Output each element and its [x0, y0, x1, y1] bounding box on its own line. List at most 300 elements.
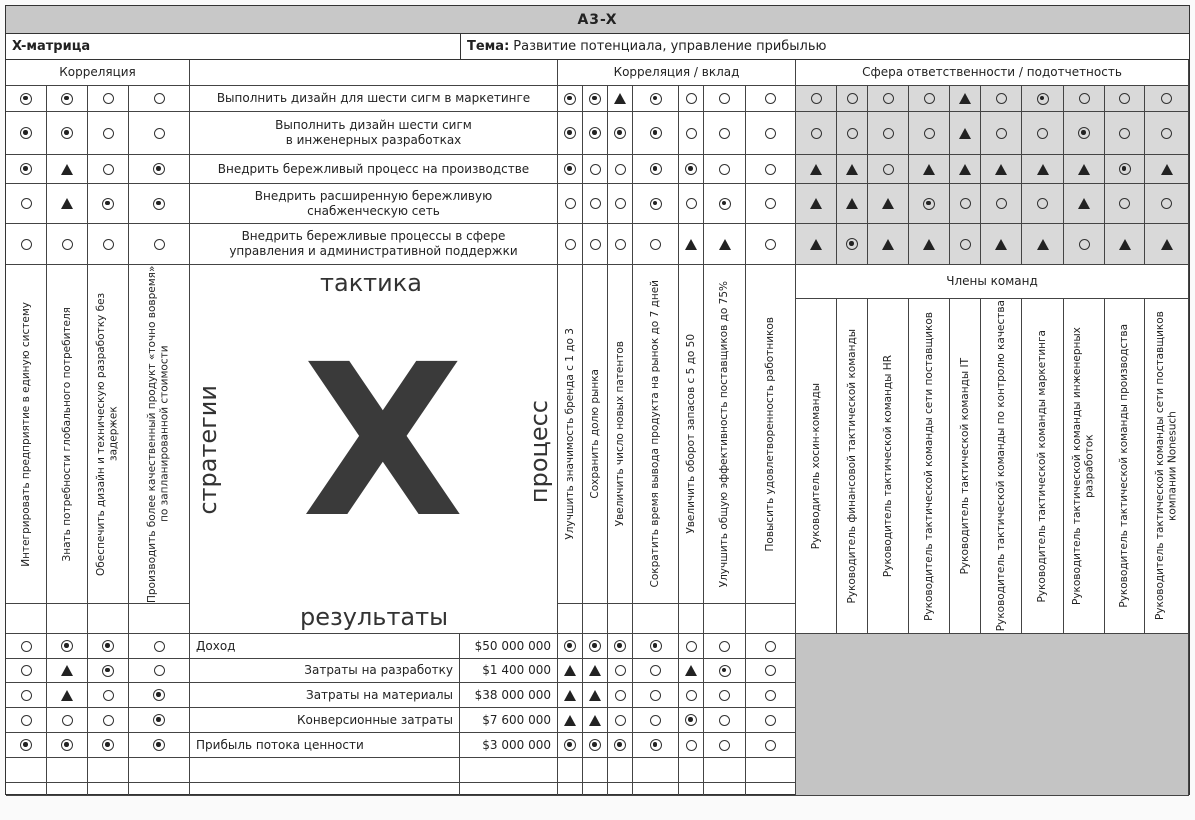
blank-cell — [746, 758, 796, 783]
strong-correlation-icon — [20, 93, 32, 105]
weak-correlation-icon — [1161, 198, 1172, 209]
theme — [461, 34, 1189, 59]
result-mid-cell — [583, 659, 608, 683]
weak-correlation-icon — [719, 641, 730, 652]
weak-correlation-icon — [154, 665, 165, 676]
theme-label: Тема: — [467, 39, 510, 54]
weak-correlation-icon — [615, 164, 626, 175]
tactic-label: Выполнить дизайн шести сигм в инженерных разработках — [275, 118, 472, 147]
tactic-mid-cell — [746, 224, 796, 265]
tactic-left-cell — [47, 155, 88, 184]
result-left-cell — [129, 733, 190, 758]
strong-correlation-icon — [153, 163, 165, 175]
strategy-label: Производить более качественный продукт «точно вовремя» по запланированной стоимости — [146, 265, 171, 603]
strategy-cell — [6, 265, 47, 604]
strong-correlation-icon — [685, 163, 697, 175]
weak-correlation-icon — [103, 93, 114, 104]
strong-correlation-icon — [685, 714, 697, 726]
triangle-correlation-icon — [589, 715, 601, 726]
result-label: Затраты на разработку — [304, 663, 453, 677]
blank-cell — [460, 783, 558, 796]
tactic-left-cell — [88, 112, 129, 155]
weak-correlation-icon — [615, 665, 626, 676]
weak-correlation-icon — [590, 239, 601, 250]
process-word: процесс — [525, 400, 553, 504]
strong-correlation-icon — [20, 163, 32, 175]
strong-correlation-icon — [650, 739, 662, 751]
blank-cell — [704, 758, 746, 783]
team-member-label: Руководитель тактической команды сети поставщиков компании Nonesuch — [1153, 311, 1179, 621]
result-left-cell — [47, 683, 88, 708]
blank-cell — [47, 783, 88, 796]
result-mid-cell — [704, 708, 746, 733]
tactic-mid-cell — [608, 112, 633, 155]
strong-correlation-icon — [564, 739, 576, 751]
result-mid-cell — [608, 708, 633, 733]
result-value: $1 400 000 — [482, 663, 551, 677]
tactic-right-cell — [868, 112, 909, 155]
tactic-mid-cell — [746, 155, 796, 184]
triangle-correlation-icon — [564, 715, 576, 726]
tactic-mid-cell — [583, 86, 608, 112]
result-mid-cell — [558, 708, 583, 733]
triangle-correlation-icon — [995, 239, 1007, 250]
tactic-mid-cell — [608, 155, 633, 184]
tactic-mid-cell — [608, 184, 633, 224]
a3x-matrix-page — [5, 5, 1190, 795]
blank-cell — [633, 758, 679, 783]
weak-correlation-icon — [719, 93, 730, 104]
tactic-right-cell — [1145, 184, 1189, 224]
tactic-right-cell — [1145, 112, 1189, 155]
strong-correlation-icon — [1078, 127, 1090, 139]
result-mid-cell — [633, 634, 679, 659]
tactic-mid-cell — [704, 155, 746, 184]
process-cell — [633, 265, 679, 604]
tactic-left-cell — [129, 86, 190, 112]
team-member-label: Руководитель тактической команды маркетинга — [1036, 329, 1049, 603]
triangle-correlation-icon — [564, 690, 576, 701]
results-word: результаты — [300, 603, 449, 631]
tactic-mid-cell — [633, 155, 679, 184]
blank-cell — [746, 783, 796, 796]
result-mid-cell — [608, 659, 633, 683]
triangle-correlation-icon — [61, 665, 73, 676]
weak-correlation-icon — [21, 665, 32, 676]
strong-correlation-icon — [564, 93, 576, 105]
result-mid-cell — [704, 733, 746, 758]
weak-correlation-icon — [650, 690, 661, 701]
weak-correlation-icon — [103, 715, 114, 726]
blank-cell — [608, 783, 633, 796]
team-member-cell — [868, 299, 909, 634]
contribution-header — [558, 60, 796, 86]
correlation-header-label: Корреляция — [59, 65, 136, 79]
tactic-right-cell — [1145, 224, 1189, 265]
result-row — [190, 659, 460, 683]
empty-quadrant — [796, 634, 1189, 796]
result-left-cell — [88, 683, 129, 708]
correlation-header — [6, 60, 190, 86]
weak-correlation-icon — [765, 715, 776, 726]
triangle-correlation-icon — [959, 128, 971, 139]
process-label: Повысить удовлетворенность работников — [764, 316, 777, 552]
result-mid-cell — [679, 733, 704, 758]
blank-cell — [679, 604, 704, 634]
result-label: Затраты на материалы — [306, 687, 453, 702]
tactic-right-cell — [909, 112, 950, 155]
tactic-left-cell — [88, 224, 129, 265]
result-value-cell — [460, 634, 558, 659]
weak-correlation-icon — [103, 239, 114, 250]
result-mid-cell — [608, 634, 633, 659]
tactic-left-cell — [47, 224, 88, 265]
tactic-right-cell — [1022, 224, 1064, 265]
result-mid-cell — [558, 733, 583, 758]
weak-correlation-icon — [765, 665, 776, 676]
responsibility-header-label: Сфера ответственности / подотчетность — [862, 65, 1122, 79]
triangle-correlation-icon — [589, 690, 601, 701]
tactic-mid-cell — [608, 224, 633, 265]
triangle-correlation-icon — [810, 239, 822, 250]
tactic-mid-cell — [558, 184, 583, 224]
tactic-mid-cell — [746, 184, 796, 224]
tactic-left-cell — [88, 184, 129, 224]
tactic-right-cell — [796, 112, 837, 155]
weak-correlation-icon — [1079, 93, 1090, 104]
triangle-correlation-icon — [1161, 239, 1173, 250]
weak-correlation-icon — [1161, 93, 1172, 104]
triangle-correlation-icon — [614, 93, 626, 104]
result-label: Конверсионные затраты — [296, 712, 453, 727]
result-mid-cell — [558, 634, 583, 659]
result-value-cell — [460, 733, 558, 758]
tactic-mid-cell — [558, 86, 583, 112]
blank-cell — [583, 604, 608, 634]
weak-correlation-icon — [1079, 239, 1090, 250]
weak-correlation-icon — [1119, 128, 1130, 139]
strong-correlation-icon — [102, 640, 114, 652]
weak-correlation-icon — [1119, 93, 1130, 104]
strong-correlation-icon — [564, 127, 576, 139]
weak-correlation-icon — [615, 198, 626, 209]
result-label: Доход — [196, 638, 236, 653]
tactic-mid-cell — [746, 112, 796, 155]
weak-correlation-icon — [154, 239, 165, 250]
blank-cell — [6, 758, 47, 783]
strong-correlation-icon — [102, 665, 114, 677]
weak-correlation-icon — [811, 93, 822, 104]
tactic-right-cell — [950, 86, 981, 112]
weak-correlation-icon — [765, 128, 776, 139]
weak-correlation-icon — [719, 715, 730, 726]
result-value-cell — [460, 708, 558, 733]
tactic-mid-cell — [746, 86, 796, 112]
weak-correlation-icon — [883, 128, 894, 139]
strategy-label: Знать потребности глобального потребителя — [60, 306, 73, 562]
weak-correlation-icon — [996, 93, 1007, 104]
triangle-correlation-icon — [61, 164, 73, 175]
weak-correlation-icon — [765, 690, 776, 701]
weak-correlation-icon — [686, 198, 697, 209]
strategy-cell — [47, 265, 88, 604]
tactic-mid-cell — [633, 112, 679, 155]
result-left-cell — [6, 659, 47, 683]
weak-correlation-icon — [21, 198, 32, 209]
tactic-right-cell — [909, 184, 950, 224]
tactic-right-cell — [1064, 86, 1105, 112]
strategy-label: Интегрировать предприятие в единую систему — [19, 301, 32, 567]
result-row — [190, 708, 460, 733]
weak-correlation-icon — [1161, 128, 1172, 139]
blank-cell — [608, 758, 633, 783]
team-member-cell — [837, 299, 868, 634]
blank-cell — [129, 783, 190, 796]
process-label: Увеличить число новых патентов — [613, 341, 626, 527]
weak-correlation-icon — [103, 164, 114, 175]
result-left-cell — [88, 634, 129, 659]
tactic-right-cell — [981, 224, 1022, 265]
team-member-label: Руководитель тактической команды HR — [881, 354, 894, 578]
strong-correlation-icon — [20, 127, 32, 139]
blank-cell — [704, 604, 746, 634]
blank-cell — [190, 783, 460, 796]
result-value: $7 600 000 — [482, 712, 551, 727]
weak-correlation-icon — [1037, 128, 1048, 139]
result-mid-cell — [558, 659, 583, 683]
tactic-mid-cell — [633, 184, 679, 224]
triangle-correlation-icon — [1078, 164, 1090, 175]
weak-correlation-icon — [765, 198, 776, 209]
weak-correlation-icon — [960, 198, 971, 209]
blank-cell — [583, 783, 608, 796]
weak-correlation-icon — [996, 128, 1007, 139]
result-mid-cell — [583, 733, 608, 758]
weak-correlation-icon — [615, 690, 626, 701]
tactic-right-cell — [796, 224, 837, 265]
tactic-right-cell — [1064, 184, 1105, 224]
result-left-cell — [47, 733, 88, 758]
weak-correlation-icon — [719, 740, 730, 751]
strong-correlation-icon — [564, 640, 576, 652]
strategy-cell — [88, 265, 129, 604]
result-value: $38 000 000 — [474, 687, 551, 702]
weak-correlation-icon — [154, 641, 165, 652]
strong-correlation-icon — [564, 163, 576, 175]
strong-correlation-icon — [589, 739, 601, 751]
triangle-correlation-icon — [1078, 198, 1090, 209]
tactic-left-cell — [6, 155, 47, 184]
tactic-right-cell — [950, 184, 981, 224]
weak-correlation-icon — [719, 690, 730, 701]
strong-correlation-icon — [719, 198, 731, 210]
tactic-mid-cell — [704, 184, 746, 224]
tactic-right-cell — [981, 86, 1022, 112]
tactic-mid-cell — [558, 224, 583, 265]
strong-correlation-icon — [589, 640, 601, 652]
strong-correlation-icon — [20, 739, 32, 751]
weak-correlation-icon — [565, 239, 576, 250]
team-member-label: Руководитель тактической команды IT — [958, 357, 971, 575]
weak-correlation-icon — [590, 198, 601, 209]
tactic-mid-cell — [704, 224, 746, 265]
tactic-mid-cell — [583, 224, 608, 265]
strong-correlation-icon — [650, 640, 662, 652]
triangle-correlation-icon — [1037, 164, 1049, 175]
weak-correlation-icon — [103, 128, 114, 139]
strong-correlation-icon — [650, 198, 662, 210]
team-member-cell — [1022, 299, 1064, 634]
weak-correlation-icon — [21, 641, 32, 652]
result-mid-cell — [704, 659, 746, 683]
tactic-left-cell — [47, 112, 88, 155]
triangle-correlation-icon — [564, 665, 576, 676]
weak-correlation-icon — [847, 128, 858, 139]
blank-cell — [633, 783, 679, 796]
blank-cell — [460, 758, 558, 783]
strong-correlation-icon — [846, 238, 858, 250]
tactic-right-cell — [837, 184, 868, 224]
weak-correlation-icon — [765, 239, 776, 250]
tactic-row — [190, 86, 558, 112]
weak-correlation-icon — [21, 715, 32, 726]
team-member-cell — [796, 299, 837, 634]
strong-correlation-icon — [614, 640, 626, 652]
tactic-mid-cell — [583, 155, 608, 184]
result-value: $3 000 000 — [482, 737, 551, 752]
strong-correlation-icon — [719, 665, 731, 677]
strong-correlation-icon — [1119, 163, 1131, 175]
tactic-mid-cell — [633, 224, 679, 265]
tactic-right-cell — [1064, 112, 1105, 155]
matrix-label: X-матрица — [6, 34, 461, 59]
tactic-label: Внедрить бережливые процессы в сфере управления и административной поддержки — [229, 229, 518, 258]
blank-cell — [746, 604, 796, 634]
contribution-header-label: Корреляция / вклад — [613, 65, 740, 79]
document-title: A3-X — [6, 6, 1189, 34]
blank-cell — [88, 758, 129, 783]
weak-correlation-icon — [765, 740, 776, 751]
team-member-cell — [909, 299, 950, 634]
blank-cell — [558, 783, 583, 796]
team-member-label: Руководитель тактической команды сети поставщиков — [922, 311, 935, 621]
team-member-cell — [1064, 299, 1105, 634]
weak-correlation-icon — [719, 164, 730, 175]
blank-cell — [583, 758, 608, 783]
weak-correlation-icon — [62, 239, 73, 250]
blank-cell — [558, 758, 583, 783]
result-value-cell — [460, 683, 558, 708]
tactic-right-cell — [1105, 112, 1145, 155]
strong-correlation-icon — [1037, 93, 1049, 105]
theme-value: Развитие потенциала, управление прибылью — [513, 39, 827, 54]
result-left-cell — [88, 733, 129, 758]
tactic-left-cell — [88, 86, 129, 112]
weak-correlation-icon — [960, 239, 971, 250]
tactic-right-cell — [868, 184, 909, 224]
team-member-label: Руководитель тактической команды производства — [1118, 324, 1131, 608]
process-cell — [679, 265, 704, 604]
result-row — [190, 683, 460, 708]
tactic-mid-cell — [583, 184, 608, 224]
process-label: Сократить время вывода продукта на рынок до 7 дней — [649, 280, 662, 588]
process-label: Улучшить общую эффективность поставщиков до 75% — [718, 280, 731, 588]
result-value: $50 000 000 — [474, 638, 551, 653]
weak-correlation-icon — [924, 93, 935, 104]
triangle-correlation-icon — [995, 164, 1007, 175]
result-mid-cell — [558, 683, 583, 708]
tactic-right-cell — [1022, 86, 1064, 112]
blank-cell — [6, 783, 47, 796]
triangle-correlation-icon — [882, 198, 894, 209]
tactic-right-cell — [1105, 86, 1145, 112]
strong-correlation-icon — [614, 739, 626, 751]
result-mid-cell — [608, 683, 633, 708]
tactic-left-cell — [6, 86, 47, 112]
result-mid-cell — [633, 683, 679, 708]
tactic-right-cell — [909, 224, 950, 265]
result-left-cell — [88, 708, 129, 733]
strong-correlation-icon — [650, 127, 662, 139]
tactic-row — [190, 224, 558, 265]
triangle-correlation-icon — [810, 198, 822, 209]
strong-correlation-icon — [923, 198, 935, 210]
weak-correlation-icon — [650, 715, 661, 726]
team-member-label: Руководитель хосин-команды — [809, 382, 822, 550]
tactic-right-cell — [837, 112, 868, 155]
tactic-right-cell — [868, 155, 909, 184]
result-mid-cell — [633, 659, 679, 683]
weak-correlation-icon — [62, 715, 73, 726]
tactic-mid-cell — [704, 86, 746, 112]
tactic-right-cell — [837, 224, 868, 265]
tactic-right-cell — [1064, 155, 1105, 184]
tactic-mid-cell — [679, 224, 704, 265]
result-left-cell — [129, 683, 190, 708]
weak-correlation-icon — [686, 93, 697, 104]
strong-correlation-icon — [589, 127, 601, 139]
blank-cell — [6, 604, 47, 634]
weak-correlation-icon — [1037, 198, 1048, 209]
triangle-correlation-icon — [685, 239, 697, 250]
blank-cell — [88, 783, 129, 796]
tactic-left-cell — [47, 86, 88, 112]
strong-correlation-icon — [153, 689, 165, 701]
tactic-label: Внедрить бережливый процесс на производстве — [217, 161, 530, 176]
header-blank — [190, 60, 558, 86]
triangle-correlation-icon — [589, 665, 601, 676]
tactic-label: Внедрить расширенную бережливую снабженческую сеть — [254, 188, 493, 218]
weak-correlation-icon — [765, 641, 776, 652]
weak-correlation-icon — [719, 128, 730, 139]
weak-correlation-icon — [21, 239, 32, 250]
process-label: Сохранить долю рынка — [588, 369, 601, 499]
triangle-correlation-icon — [846, 164, 858, 175]
weak-correlation-icon — [811, 128, 822, 139]
result-mid-cell — [746, 683, 796, 708]
tactic-right-cell — [909, 86, 950, 112]
process-cell — [558, 265, 583, 604]
process-label: Увеличить оборот запасов с 5 до 50 — [684, 334, 697, 534]
result-mid-cell — [679, 659, 704, 683]
triangle-correlation-icon — [846, 198, 858, 209]
result-label: Прибыль потока ценности — [196, 737, 364, 752]
strong-correlation-icon — [650, 163, 662, 175]
triangle-correlation-icon — [810, 164, 822, 175]
result-mid-cell — [608, 733, 633, 758]
blank-cell — [88, 604, 129, 634]
tactic-right-cell — [1022, 184, 1064, 224]
